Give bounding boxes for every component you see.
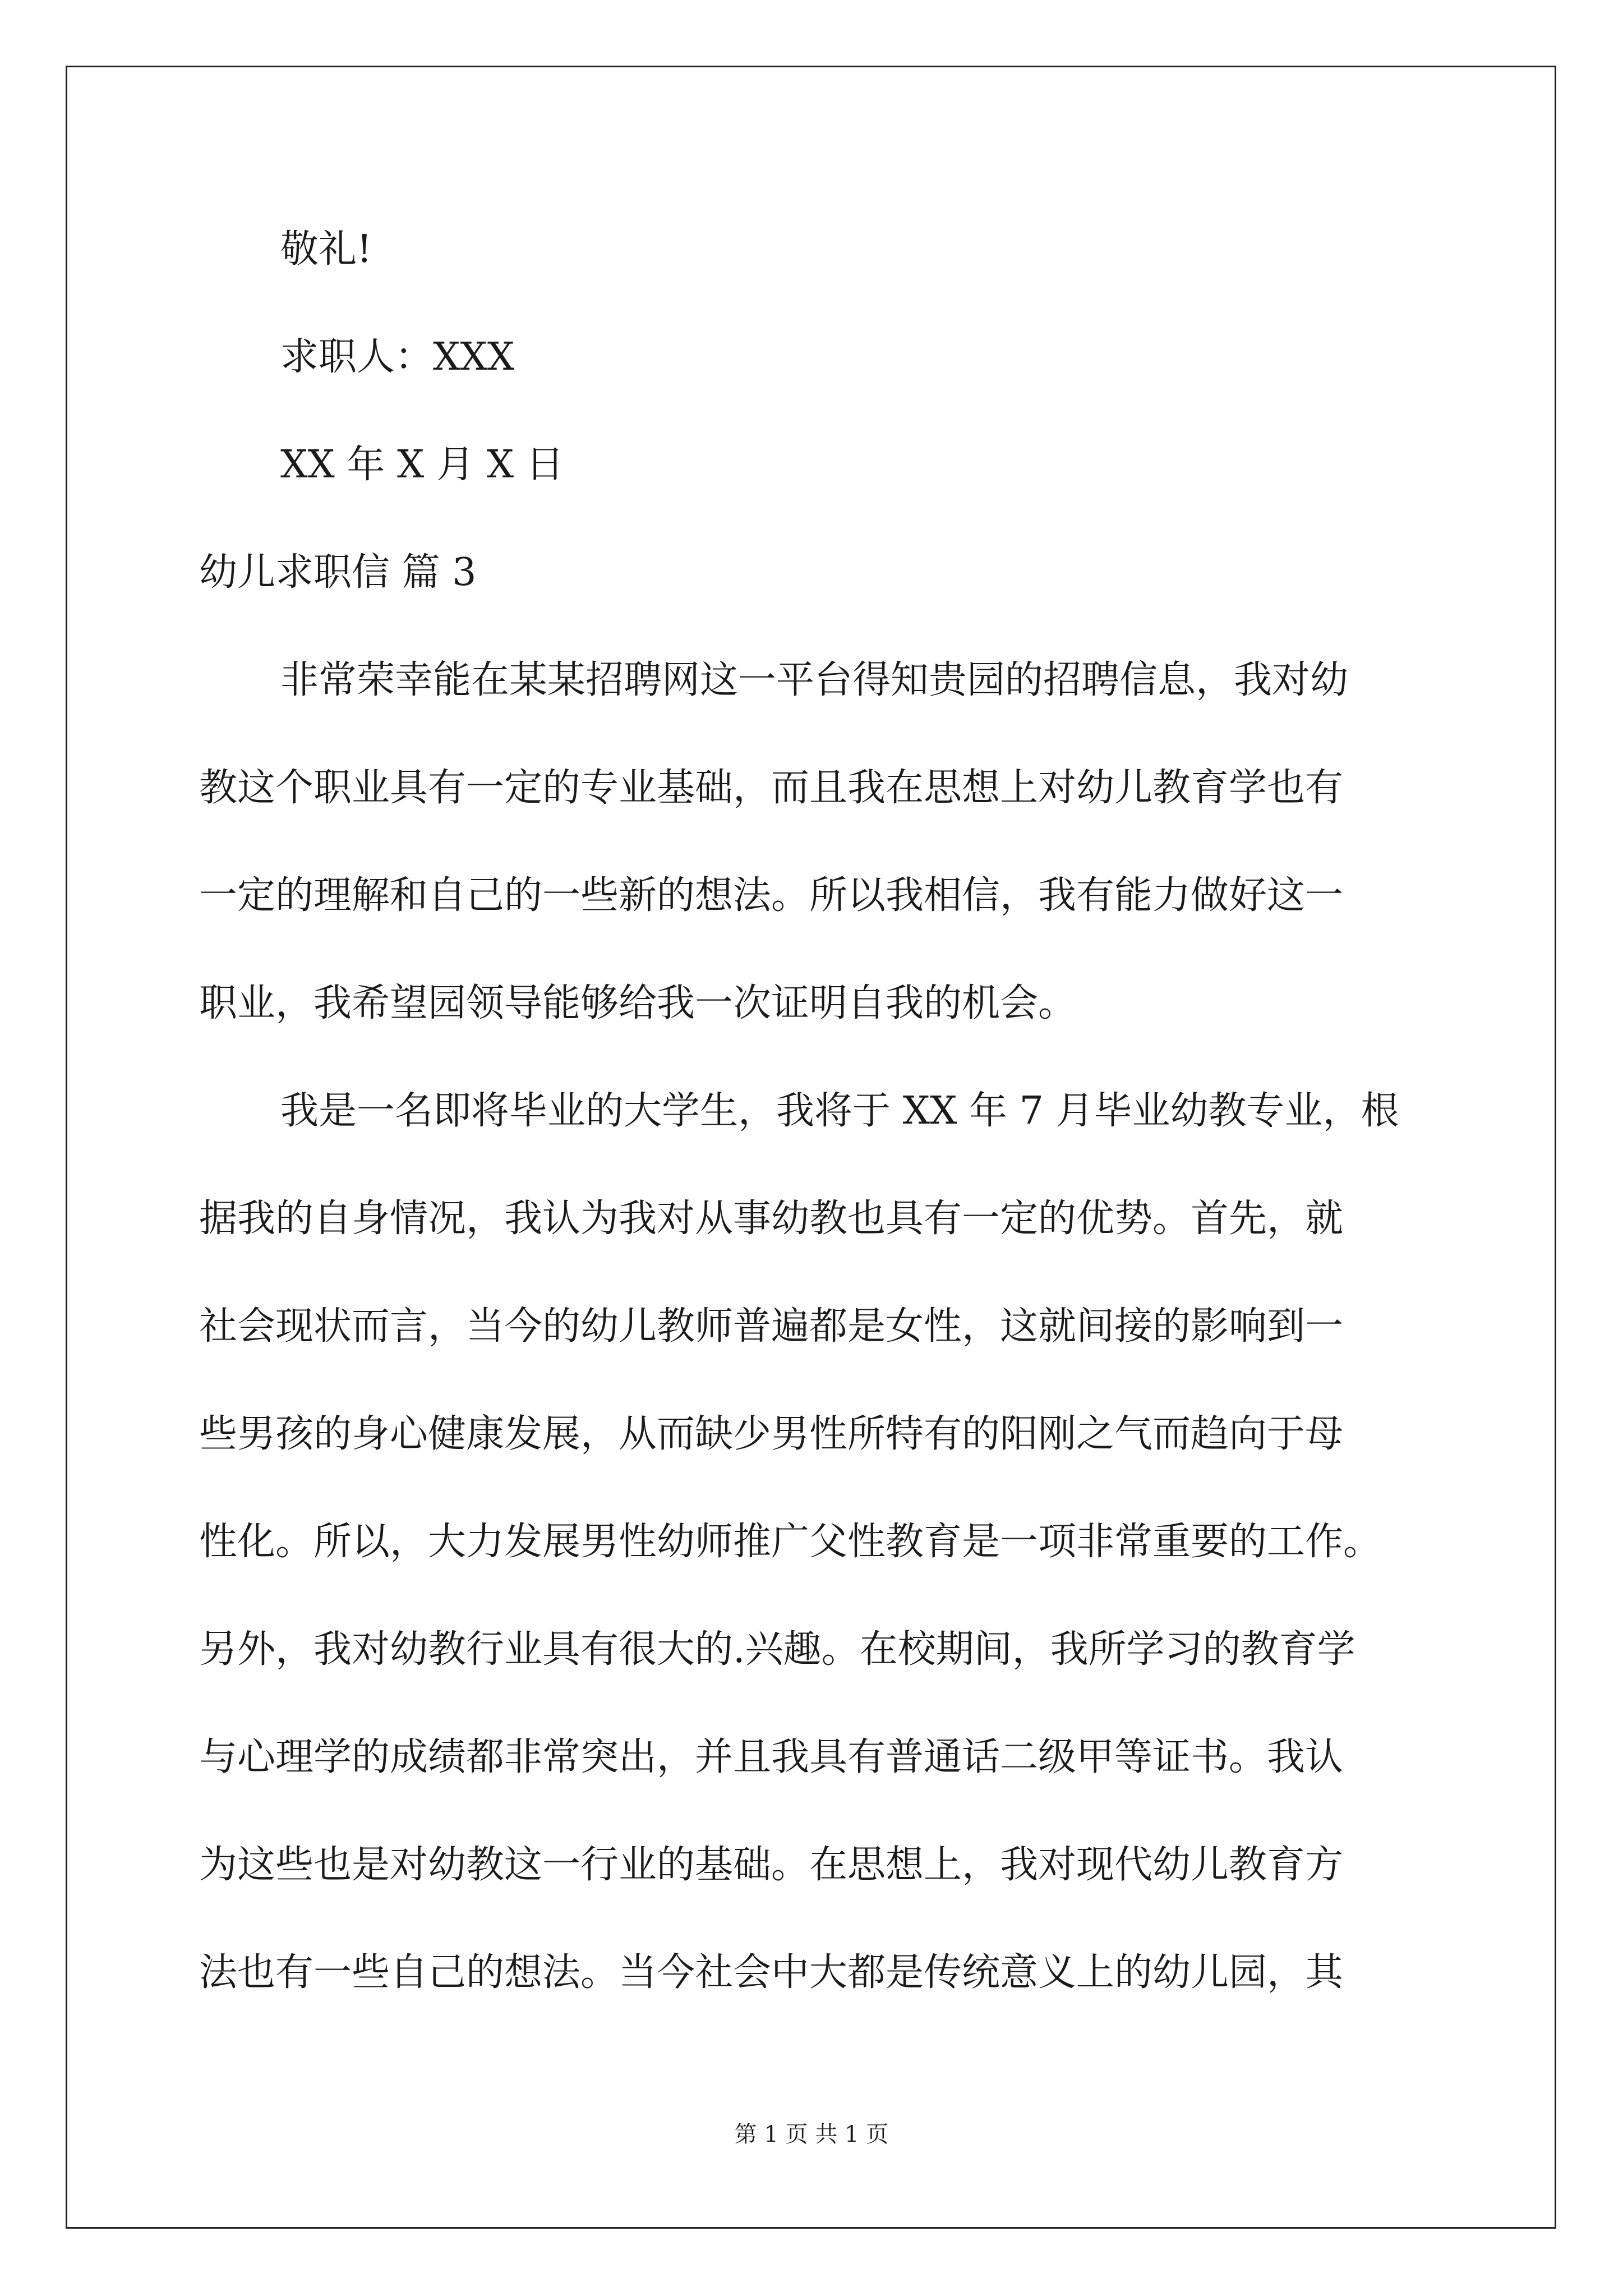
applicant-signature: 求职人：XXX [280,335,515,379]
paragraph-line: 另外，我对幼教行业具有很大的.兴趣。在校期间，我所学习的教育学 [199,1627,1355,1672]
paragraph-line: 法也有一些自己的想法。当今社会中大都是传统意义上的幼儿园，其 [199,1950,1344,1995]
paragraph-line: 职业，我希望园领导能够给我一次证明自我的机会。 [199,981,1077,1025]
paragraph-line: 一定的理解和自己的一些新的想法。所以我相信，我有能力做好这一 [199,873,1344,918]
paragraph-line: 些男孩的身心健康发展，从而缺少男性所特有的阳刚之气而趋向于母 [199,1412,1344,1456]
page-number-footer: 第 1 页 共 1 页 [734,2122,889,2147]
paragraph-line: 据我的自身情况，我认为我对从事幼教也具有一定的优势。首先，就 [199,1197,1344,1241]
paragraph-line: 性化。所以，大力发展男性幼师推广父性教育是一项非常重要的工作。 [199,1520,1382,1564]
paragraph-line: 教这个职业具有一定的专业基础，而且我在思想上对幼儿教育学也有 [199,766,1344,810]
page-border [66,66,1556,2229]
paragraph-line: 与心理学的成绩都非常突出，并且我具有普通话二级甲等证书。我认 [199,1735,1344,1779]
paragraph-line: 我是一名即将毕业的大学生，我将于 XX 年 7 月毕业幼教专业，根 [280,1089,1399,1133]
closing-salutation: 敬礼! [280,227,372,272]
paragraph-line: 社会现状而言，当今的幼儿教师普遍都是女性，这就间接的影响到一 [199,1304,1344,1349]
letter-date: XX 年 X 月 X 日 [280,443,564,487]
section-title: 幼儿求职信 篇 3 [199,550,477,595]
paragraph-line: 为这些也是对幼教这一行业的基础。在思想上，我对现代幼儿教育方 [199,1843,1344,1887]
paragraph-line: 非常荣幸能在某某招聘网这一平台得知贵园的招聘信息，我对幼 [280,658,1349,702]
